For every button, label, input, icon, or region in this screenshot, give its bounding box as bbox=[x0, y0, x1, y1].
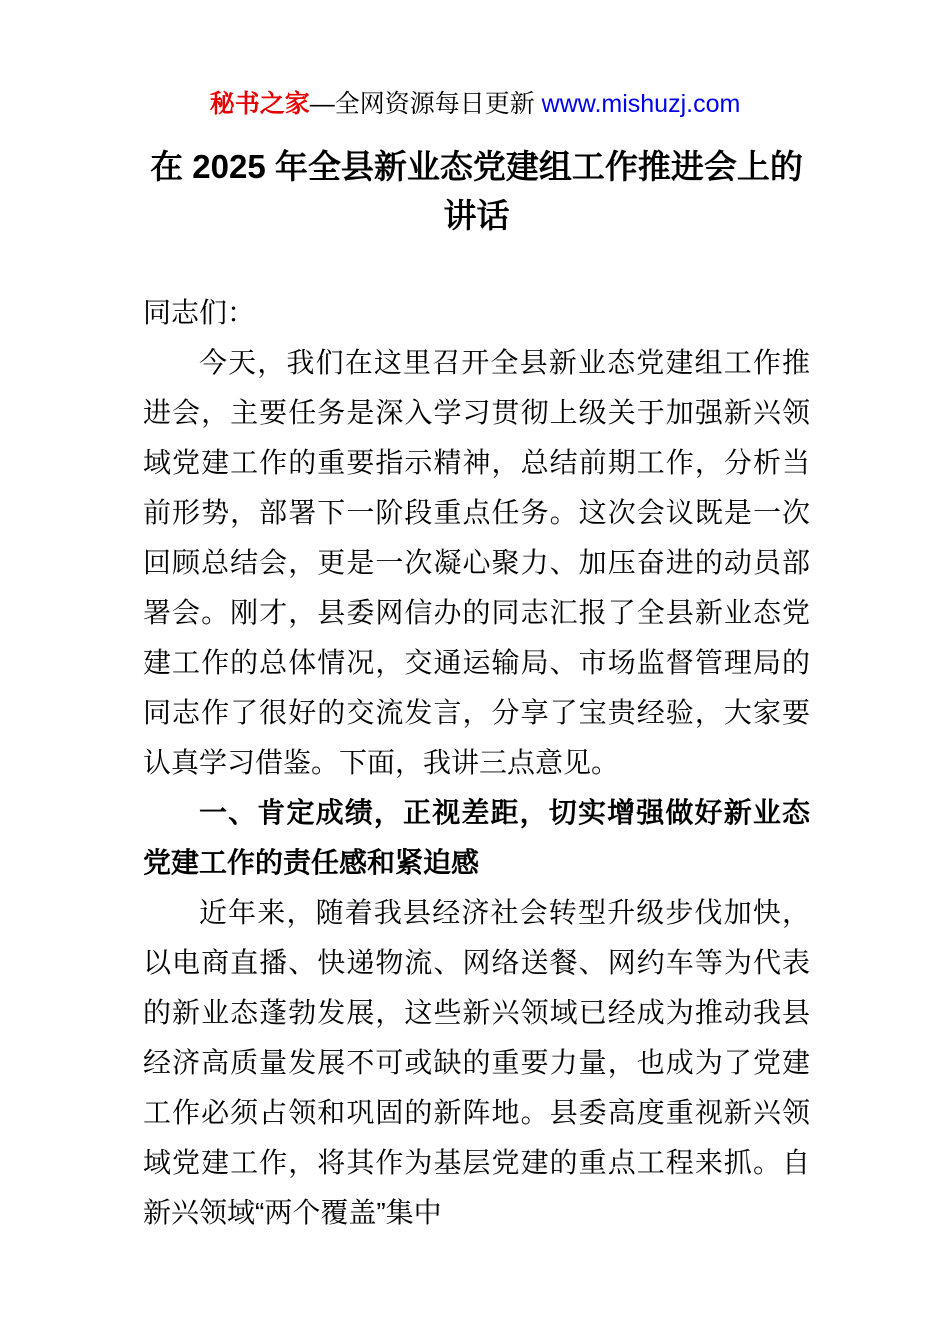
site-url-link[interactable]: www.mishuzj.com bbox=[541, 90, 741, 118]
salutation: 同志们： bbox=[143, 297, 256, 328]
document-title: 在 2025 年全县新业态党建组工作推进会上的讲话 bbox=[150, 148, 803, 234]
site-brand: 秘书之家 bbox=[209, 90, 310, 118]
site-tagline: —全网资源每日更新 bbox=[309, 90, 542, 118]
document-body bbox=[143, 288, 810, 1238]
paragraph-section-1: 近年来，随着我县经济社会转型升级步伐加快，以电商直播、快递物流、网络送餐、网约车等为代表的新业态蓬勃发展，这些新兴领域已经成为推动我县经济高质量发展不可或缺的重要力量，也成为了党建工作必须占领和巩固的新阵地。县委高度重视新兴领域党建工作，将其作为基层党建的重点工程来抓。自新兴领域“两个覆盖”集中 bbox=[143, 897, 810, 1228]
site-header bbox=[0, 86, 950, 122]
paragraph-opening: 今天，我们在这里召开全县新业态党建组工作推进会，主要任务是深入学习贯彻上级关于加强新兴领域党建工作的重要指示精神，总结前期工作，分析当前形势，部署下一阶段重点任务。这次会议既是一次回顾总结会，更是一次凝心聚力、加压奋进的动员部署会。刚才，县委网信办的同志汇报了全县新业态党建工作的总体情况，交通运输局、市场监督管理局的同志作了很好的交流发言，分享了宝贵经验，大家要认真学习借鉴。下面，我讲三点意见。 bbox=[143, 347, 810, 778]
section-heading-1: 一、肯定成绩，正视差距，切实增强做好新业态党建工作的责任感和紧迫感 bbox=[143, 797, 810, 878]
